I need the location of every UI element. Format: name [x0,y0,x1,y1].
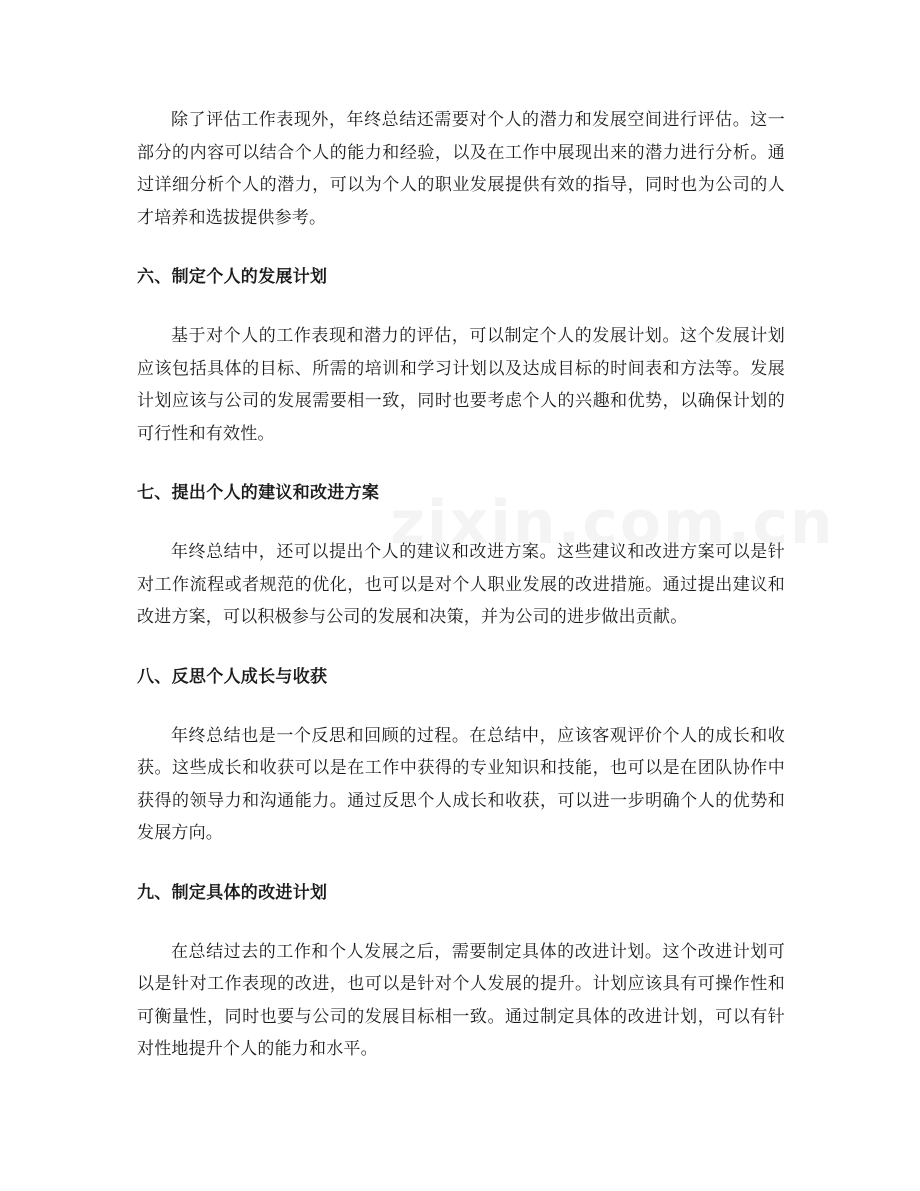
paragraph-development-plan: 基于对个人的工作表现和潜力的评估，可以制定个人的发展计划。这个发展计划应该包括具体的目标、所需的培训和学习计划以及达成目标的时间表和方法等。发展计划应该与公司的发展需要相一致，同时也要考虑个人的兴趣和优势，以确保计划的可行性和有效性。 [137,326,785,444]
paragraph-improvement-plan: 在总结过去的工作和个人发展之后，需要制定具体的改进计划。这个改进计划可以是针对工作表现的改进，也可以是针对个人发展的提升。计划应该具有可操作性和可衡量性，同时也要与公司的发展目标相一致。通过制定具体的改进计划，可以有针对性地提升个人的能力和水平。 [137,941,785,1059]
document-body [137,104,785,1066]
section-heading-9: 九、制定具体的改进计划 [137,882,328,903]
paragraph-suggestions: 年终总结中，还可以提出个人的建议和改进方案。这些建议和改进方案可以是针对工作流程或者规范的优化，也可以是对个人职业发展的改进措施。通过提出建议和改进方案，可以积极参与公司的发展和决策，并为公司的进步做出贡献。 [137,542,785,627]
section-heading-8: 八、反思个人成长与收获 [137,666,328,687]
section-heading-6: 六、制定个人的发展计划 [137,267,328,287]
section-heading-7: 七、提出个人的建议和改进方案 [137,483,380,503]
paragraph-reflection: 年终总结也是一个反思和回顾的过程。在总结中，应该客观评价个人的成长和收获。这些成长和收获可以是在工作中获得的专业知识和技能，也可以是在团队协作中获得的领导力和沟通能力。通过反思个人成长和收获，可以进一步明确个人的优势和发展方向。 [137,725,785,843]
paragraph-potential-assessment: 除了评估工作表现外，年终总结还需要对个人的潜力和发展空间进行评估。这一部分的内容可以结合个人的能力和经验，以及在工作中展现出来的潜力进行分析。通过详细分析个人的潜力，可以为个人的职业发展提供有效的指导，同时也为公司的人才培养和选拔提供参考。 [137,110,785,228]
